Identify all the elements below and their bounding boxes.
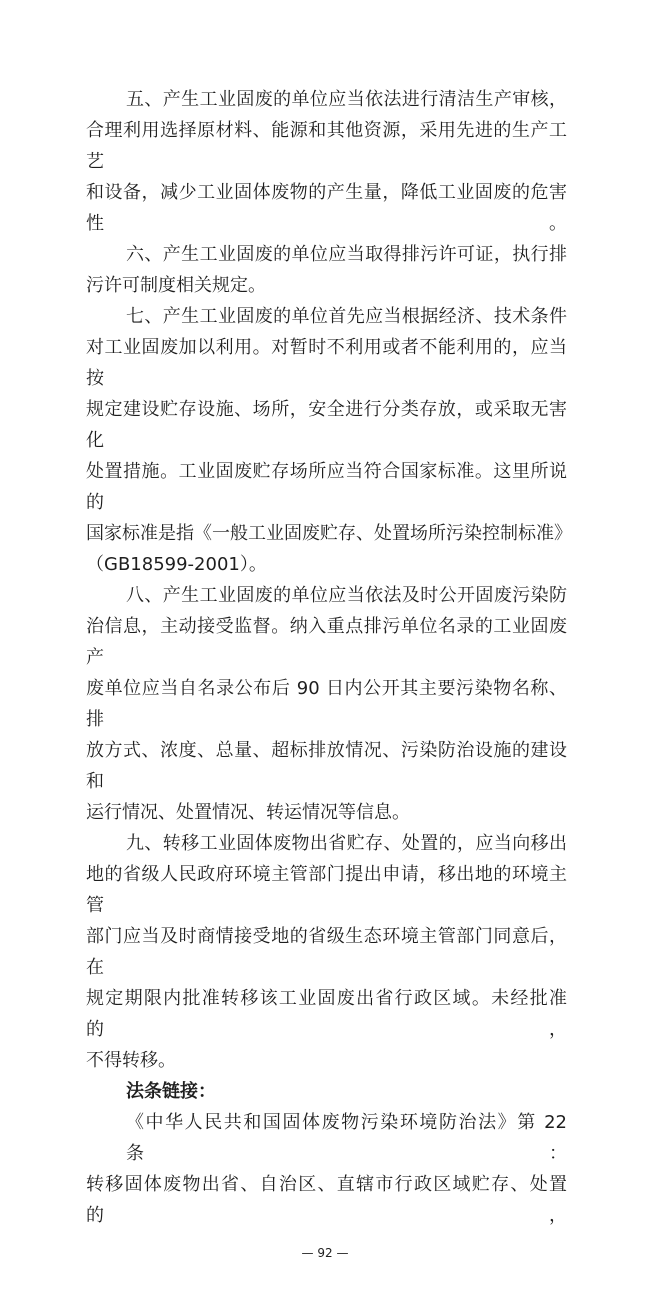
text-line: 治信息，主动接受监督。纳入重点排污单位名录的工业固废产 xyxy=(86,616,567,668)
text-line: 对工业固废加以利用。对暂时不利用或者不能利用的，应当按 xyxy=(86,337,567,389)
text-line: 废单位应当自名录公布后 90 日内公开其主要污染物名称、排 xyxy=(86,678,567,730)
text-line: （GB18599-2001）。 xyxy=(86,554,267,575)
text-line: 污许可制度相关规定。 xyxy=(86,275,266,296)
text-line: 国家标准是指《一般工业固废贮存、处置场所污染控制标准》 xyxy=(86,523,572,544)
text-line: 规定建设贮存设施、场所，安全进行分类存放，或采取无害化 xyxy=(86,399,567,451)
text-line: 规定期限内批准转移该工业固废出省行政区域。未经批准的， xyxy=(86,988,567,1040)
text-line: 部门应当及时商情接受地的省级生态环境主管部门同意后，在 xyxy=(86,926,567,978)
text-line: 转移固体废物出省、自治区、直辖市行政区域贮存、处置的， xyxy=(86,1174,567,1226)
text-line: 运行情况、处置情况、转运情况等信息。 xyxy=(86,802,410,823)
text-line: 七、产生工业固废的单位首先应当根据经济、技术条件 xyxy=(126,306,567,327)
text-line: 合理利用选择原材料、能源和其他资源，采用先进的生产工艺 xyxy=(86,120,567,172)
document-page xyxy=(86,0,572,1231)
text-line: 六、产生工业固废的单位应当取得排污许可证，执行排 xyxy=(126,244,567,265)
text-line: 《中华人民共和国固体废物污染环境防治法》第 22 条： xyxy=(126,1112,567,1164)
text-line: 九、转移工业固体废物出省贮存、处置的，应当向移出 xyxy=(126,833,567,854)
text-line: 和设备，减少工业固体废物的产生量，降低工业固废的危害性。 xyxy=(86,182,567,234)
page-number: — 92 — xyxy=(301,1246,349,1260)
text-line: 放方式、浓度、总量、超标排放情况、污染防治设施的建设和 xyxy=(86,740,567,792)
text-line: 处置措施。工业固废贮存场所应当符合国家标准。这里所说的 xyxy=(86,461,567,513)
text-line: 地的省级人民政府环境主管部门提出申请，移出地的环境主管 xyxy=(86,864,567,916)
text-line: 八、产生工业固废的单位应当依法及时公开固废污染防 xyxy=(126,585,567,606)
text-line: 不得转移。 xyxy=(86,1050,176,1071)
text-line: 五、产生工业固废的单位应当依法进行清洁生产审核， xyxy=(126,89,567,110)
section-heading: 法条链接： xyxy=(126,1081,216,1102)
